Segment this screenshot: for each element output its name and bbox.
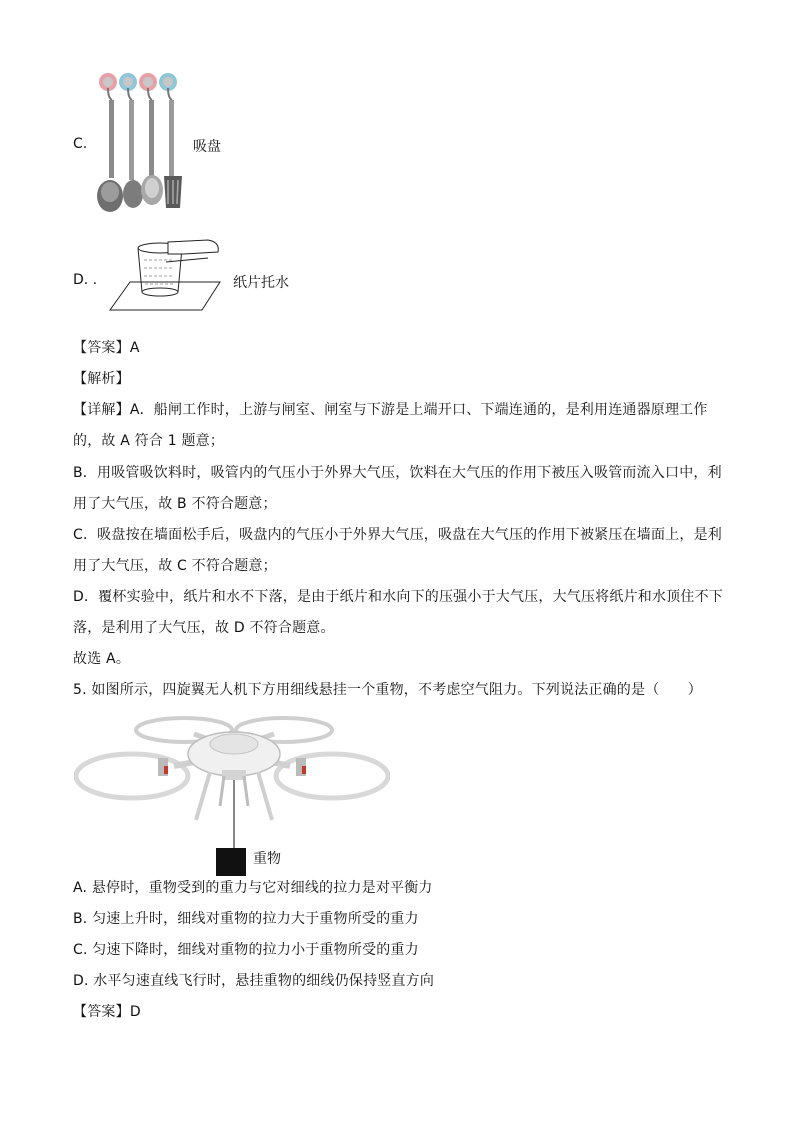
detail-c-line-2: 用了大气压，故 C 不符合题意；	[73, 558, 277, 574]
detail-line-2: 的，故 A 符合 1 题意；	[73, 433, 225, 449]
answer-value: D	[129, 1004, 141, 1020]
detail-d-line-2: 落，是利用了大气压，故 D 不符合题意。	[73, 620, 335, 636]
detail-tag: 【详解】	[73, 402, 130, 418]
question-5-stem: 5. 如图所示，四旋翼无人机下方用细线悬挂一个重物，不考虑空气阻力。下列说法正确的是（ ）	[73, 682, 703, 698]
answer-tag: 【答案】	[73, 340, 130, 356]
option-c-caption: 吸盘	[193, 139, 221, 155]
analysis-tag: 【解析】	[73, 371, 130, 387]
option-d-label: D. .	[73, 272, 98, 288]
option-d: D. 水平匀速直线飞行时，悬挂重物的细线仍保持竖直方向	[73, 973, 435, 989]
weight-label: 重物	[253, 851, 281, 867]
option-c: C. 匀速下降时，细线对重物的拉力小于重物所受的重力	[73, 942, 419, 958]
answer-line-1	[73, 338, 140, 358]
suction-cup-utensils-figure	[92, 68, 187, 218]
option-d-caption: 纸片托水	[233, 275, 289, 291]
answer-value: A	[129, 340, 140, 356]
detail-b-line-1: B．用吸管吸饮料时，吸管内的气压小于外界大气压，饮料在大气压的作用下被压入吸管而流入口中，利	[73, 465, 722, 481]
answer-line-2	[73, 1002, 141, 1022]
option-c-label: C.	[73, 136, 88, 152]
option-a: A. 悬停时，重物受到的重力与它对细线的拉力是对平衡力	[73, 880, 433, 896]
detail-b-line-2: 用了大气压，故 B 不符合题意；	[73, 496, 277, 512]
conclusion: 故选 A。	[73, 651, 131, 667]
paper-holds-water-figure	[108, 234, 224, 314]
option-b: B. 匀速上升时，细线对重物的拉力大于重物所受的重力	[73, 911, 419, 927]
detail-a-text: A．船闸工作时，上游与闸室、闸室与下游是上端开口、下端连通的，是利用连通器原理工作	[129, 402, 708, 418]
detail-d-line-1: D．覆杯实验中，纸片和水不下落，是由于纸片和水向下的压强小于大气压，大气压将纸片和水顶住不下	[73, 589, 723, 605]
quadcopter-drone-figure	[74, 710, 390, 878]
detail-c-line-1: C．吸盘按在墙面松手后，吸盘内的气压小于外界大气压，吸盘在大气压的作用下被紧压在墙面上，是利	[73, 527, 722, 543]
answer-tag: 【答案】	[73, 1004, 130, 1020]
detail-line-1	[73, 400, 708, 420]
